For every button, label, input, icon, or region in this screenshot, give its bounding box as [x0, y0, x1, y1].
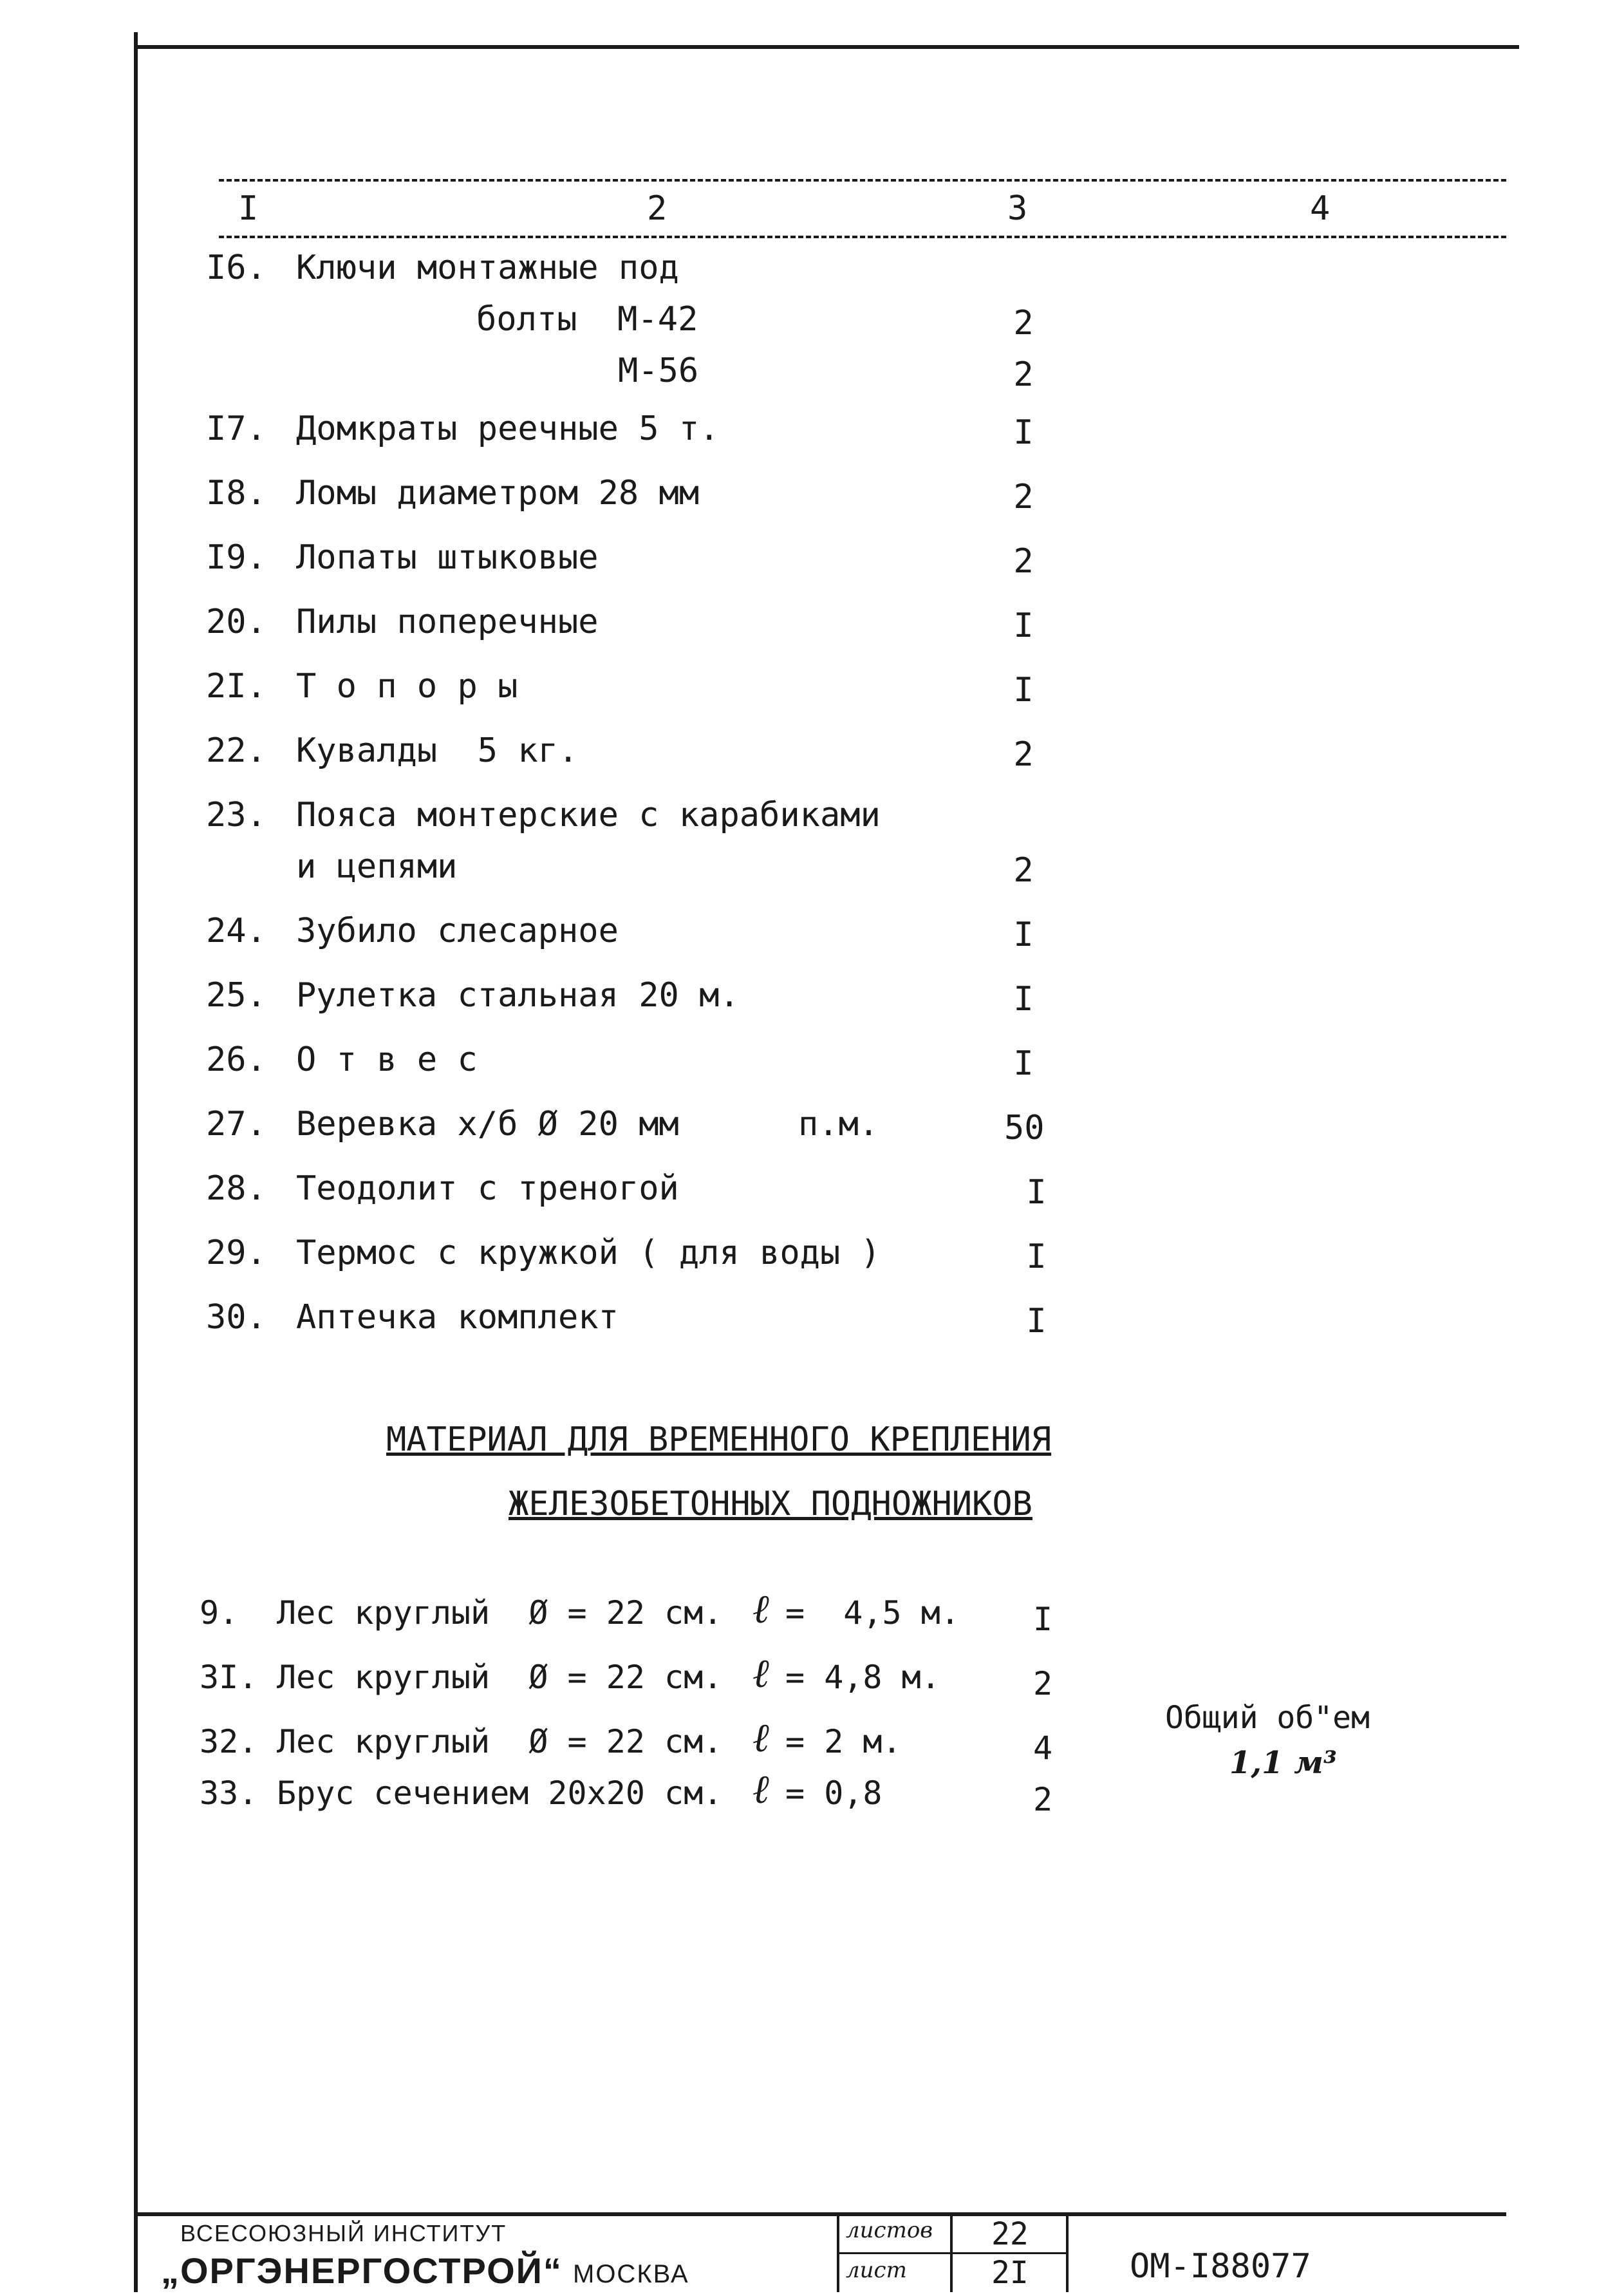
item-number: I8.: [206, 474, 266, 513]
list-item: [0, 1234, 1597, 1285]
list-item: [0, 300, 1597, 352]
item-name: Пояса монтерские с карабиками: [296, 796, 881, 834]
list-item: [0, 1040, 1597, 1092]
item-name: и цепями: [296, 847, 458, 886]
length-symbol: ℓ: [753, 1765, 770, 1812]
item-quantity: I: [1013, 916, 1034, 954]
item-number: 30.: [206, 1298, 266, 1337]
item-quantity: I: [1013, 413, 1034, 452]
material-number: 9.: [200, 1594, 239, 1632]
item-name: Домкраты реечные 5 т.: [296, 409, 720, 448]
item-number: I6.: [206, 249, 266, 287]
stamp-box-right-border: [1066, 2215, 1069, 2292]
item-name: болты М-42: [476, 300, 698, 339]
item-quantity: 2: [1013, 851, 1034, 890]
item-name: Т о п о р ы: [296, 667, 518, 706]
item-name: Рулетка стальная 20 м.: [296, 976, 740, 1015]
item-name: Зубило слесарное: [296, 912, 619, 950]
list-item: [0, 1105, 1597, 1156]
header-col-3: 3: [1007, 189, 1028, 228]
material-quantity: 2: [1032, 1665, 1053, 1702]
item-quantity: I: [1013, 1044, 1034, 1083]
item-quantity: 2: [1013, 478, 1034, 516]
item-number: I9.: [206, 538, 266, 577]
item-quantity: I: [1013, 671, 1034, 710]
header-bottom-rule: [219, 236, 1506, 238]
list-item: [0, 912, 1597, 963]
length-symbol: ℓ: [753, 1650, 770, 1697]
total-volume-label: Общий об"ем: [1165, 1700, 1370, 1736]
item-quantity: I: [1026, 1302, 1047, 1341]
item-number: 22.: [206, 731, 266, 770]
stamp-box-divider: [837, 2252, 1066, 2254]
stamp-institute-name: „ОРГЭНЕРГОСТРОЙ“: [161, 2250, 563, 2291]
list-item: [0, 538, 1597, 590]
material-number: 32.: [200, 1723, 258, 1760]
sheets-label: листов: [846, 2217, 933, 2243]
item-quantity: 2: [1013, 355, 1034, 394]
item-name: О т в е с: [296, 1040, 478, 1079]
item-number: 29.: [206, 1234, 266, 1272]
item-name: Ломы диаметром 28 мм: [296, 474, 700, 513]
list-item: [0, 474, 1597, 525]
material-quantity: I: [1032, 1601, 1053, 1638]
list-item: [0, 249, 1597, 300]
list-item: [0, 847, 1597, 899]
item-number: 20.: [206, 603, 266, 641]
length-symbol: ℓ: [753, 1585, 770, 1632]
header-top-rule: [219, 179, 1506, 182]
item-number: 25.: [206, 976, 266, 1015]
item-quantity: I: [1026, 1173, 1047, 1212]
item-number: 28.: [206, 1169, 266, 1208]
material-quantity: 4: [1032, 1729, 1053, 1767]
item-number: I7.: [206, 409, 266, 448]
material-number: 3I.: [200, 1659, 258, 1696]
list-item: [0, 667, 1597, 719]
list-item: [0, 603, 1597, 654]
table-header: [219, 174, 1506, 245]
item-quantity: 2: [1013, 304, 1034, 343]
frame-top-border: [135, 45, 1519, 49]
list-item: [0, 731, 1597, 783]
material-name: Лес круглый Ø = 22 см.: [277, 1723, 723, 1760]
header-col-4: 4: [1310, 189, 1331, 228]
material-name: Лес круглый Ø = 22 см.: [277, 1659, 723, 1696]
section-title-line-1: МАТЕРИАЛ ДЛЯ ВРЕМЕННОГО КРЕПЛЕНИЯ: [386, 1420, 1052, 1459]
item-quantity: I: [1013, 980, 1034, 1019]
item-name: Пилы поперечные: [296, 603, 599, 641]
item-name: Кувалды 5 кг.: [296, 731, 579, 770]
stamp-sheet-box: [837, 2215, 1069, 2292]
item-quantity: I: [1013, 607, 1034, 645]
document-code: ОМ-I88077: [1130, 2247, 1311, 2286]
item-unit: п.м.: [798, 1105, 879, 1143]
header-col-1: I: [238, 189, 259, 228]
section-title-line-2: ЖЕЛЕЗОБЕТОННЫХ ПОДНОЖНИКОВ: [509, 1485, 1032, 1523]
material-length: = 4,5 м.: [785, 1594, 960, 1632]
item-number: 2I.: [206, 667, 266, 706]
stamp-top-rule: [135, 2212, 1506, 2216]
item-number: 27.: [206, 1105, 266, 1143]
list-item: [0, 1298, 1597, 1350]
material-length: = 4,8 м.: [785, 1659, 940, 1696]
list-item: [0, 1169, 1597, 1221]
sheet-value: 2I: [991, 2255, 1029, 2291]
item-name: Ключи монтажные под: [296, 249, 679, 287]
sheets-value: 22: [991, 2216, 1029, 2252]
material-quantity: 2: [1032, 1781, 1053, 1818]
item-number: 23.: [206, 796, 266, 834]
material-row: [0, 1585, 1597, 1646]
length-symbol: ℓ: [753, 1714, 770, 1761]
stamp-city: МОСКВА: [573, 2260, 689, 2288]
item-name: Аптечка комплект: [296, 1298, 619, 1337]
item-quantity: 2: [1013, 542, 1034, 581]
item-number: 26.: [206, 1040, 266, 1079]
material-name: Лес круглый Ø = 22 см.: [277, 1594, 723, 1632]
list-item: [0, 409, 1597, 461]
item-number: 24.: [206, 912, 266, 950]
material-row: [0, 1765, 1597, 1826]
item-name: Веревка х/б Ø 20 мм: [296, 1105, 679, 1143]
item-quantity: I: [1026, 1237, 1047, 1276]
list-item: [0, 796, 1597, 847]
item-quantity: 50: [1004, 1109, 1045, 1147]
material-length: = 2 м.: [785, 1723, 902, 1760]
item-name: Термос с кружкой ( для воды ): [296, 1234, 881, 1272]
material-number: 33.: [200, 1774, 258, 1812]
stamp-institute-line-1: ВСЕСОЮЗНЫЙ ИНСТИТУТ: [180, 2220, 507, 2246]
header-col-2: 2: [647, 189, 668, 228]
item-name: М-56: [618, 352, 699, 390]
list-item: [0, 352, 1597, 403]
material-name: Брус сечением 20х20 см.: [277, 1774, 723, 1812]
item-quantity: 2: [1013, 735, 1034, 774]
item-name: Лопаты штыковые: [296, 538, 599, 577]
list-item: [0, 976, 1597, 1028]
sheet-label: лист: [846, 2257, 907, 2283]
total-volume-value: 1,1 м³: [1229, 1745, 1337, 1781]
material-length: = 0,8: [785, 1774, 883, 1812]
item-name: Теодолит с треногой: [296, 1169, 679, 1208]
